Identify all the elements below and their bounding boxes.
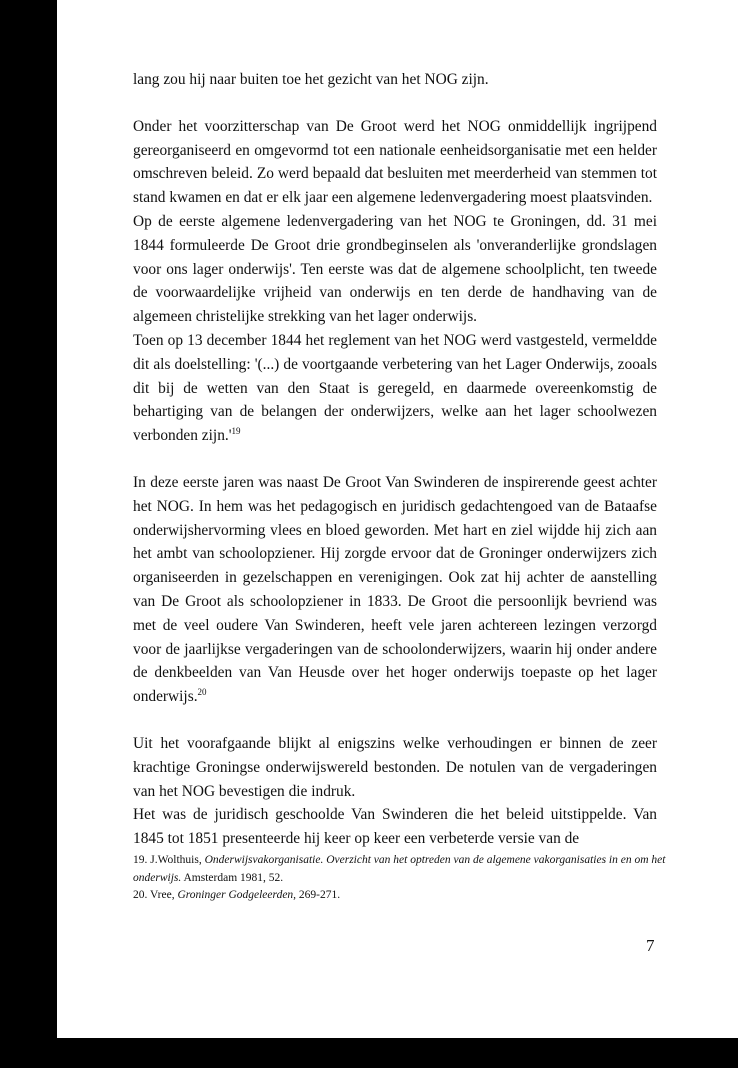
paragraph-7: Het was de juridisch geschoolde Van Swinderen die het beleid uitstippelde. Van 1845 tot 1851 presenteerde hij keer op keer een verbeterde versie van de [133, 806, 657, 848]
paragraph-1: lang zou hij naar buiten toe het gezicht van het NOG zijn. [133, 71, 489, 88]
scan-border-bottom [57, 1038, 738, 1068]
paragraph-6: Uit het voorafgaande blijkt al enigszins welke verhoudingen er binnen de zeer krachtige Groningse onderwijswereld bestonden. De notulen van de vergaderingen van het NOG bevestigen die indruk. [133, 734, 657, 800]
footnote-20: 20. Vree, Groninger Godgeleerden, 269-271. [133, 889, 341, 901]
paragraph-3: Op de eerste algemene ledenvergadering van het NOG te Groningen, dd. 31 mei 1844 formuleerde De Groot drie grondbeginselen als 'onveranderlijke grondslagen voor ons lager onderwijs'. Ten eerste was dat de algemene schoolplicht, ten tweede de voorwaardelijke vrijheid van onderwijs en ten derde de handhaving van de algemeen christelijke strekking van het lager onderwijs. [133, 212, 657, 326]
footnotes [133, 852, 693, 905]
paragraph-2: Onder het voorzitterschap van De Groot werd het NOG onmiddellijk ingrijpend gereorganiseerd en omgevormd tot een nationale eenheidsorganisatie met een helder omschreven beleid. Zo werd bepaald dat besluiten met meerderheid van stemmen tot stand kwamen en dat er elk jaar een algemene ledenvergadering moest plaatsvinden. [133, 117, 657, 207]
footnote-19: 19. J.Wolthuis, Onderwijsvakorganisatie. Overzicht van het optreden van de algemene vakorganisaties in en om het onderwijs. Amsterdam 1981, 52. [133, 854, 666, 884]
paragraph-4: Toen op 13 december 1844 het reglement van het NOG werd vastgesteld, vermeldde dit als doelstelling: '(...) de voortgaande verbetering van het Lager Onderwijs, zooals dit bij de wetten van den Staat is geregeld, en daarmede overeenkomstig de behartiging van de belangen der onderwijzers, welke aan het lager schoolwezen verbonden $zijn.'^{19}$ [133, 331, 657, 445]
scan-border-left [0, 0, 57, 1068]
page-number: 7 [646, 936, 655, 955]
footnote-ref-20: 20 [197, 687, 207, 698]
paragraph-5: In deze eerste jaren was naast De Groot Van Swinderen de inspirerende geest achter het NOG. In hem was het pedagogisch en juridisch gedachtengoed van de Bataafse onderwijshervorming vlees en bloed geworden. Met hart en ziel wijdde hij zich aan het ambt van schoolopziener. Hij zorgde ervoor dat de Groninger onderwijzers zich organiseerden in gezelschappen en verenigingen. Ook zat hij achter de aanstelling van De Groot als schoolopziener in 1833. De Groot die persoonlijk bevriend was met de veel oudere Van Swinderen, heeft vele jaren achtereen lezingen verzorgd voor de jaarlijkse vergaderingen van de schoolonderwijzers, waarin hij onder andere de denkbeelden van Van Heusde over het hoger onderwijs toepaste op het lager onderwijs.$^{20}$ [133, 473, 657, 706]
footnote-ref-19: 19 [231, 426, 241, 437]
page-body [133, 68, 657, 851]
